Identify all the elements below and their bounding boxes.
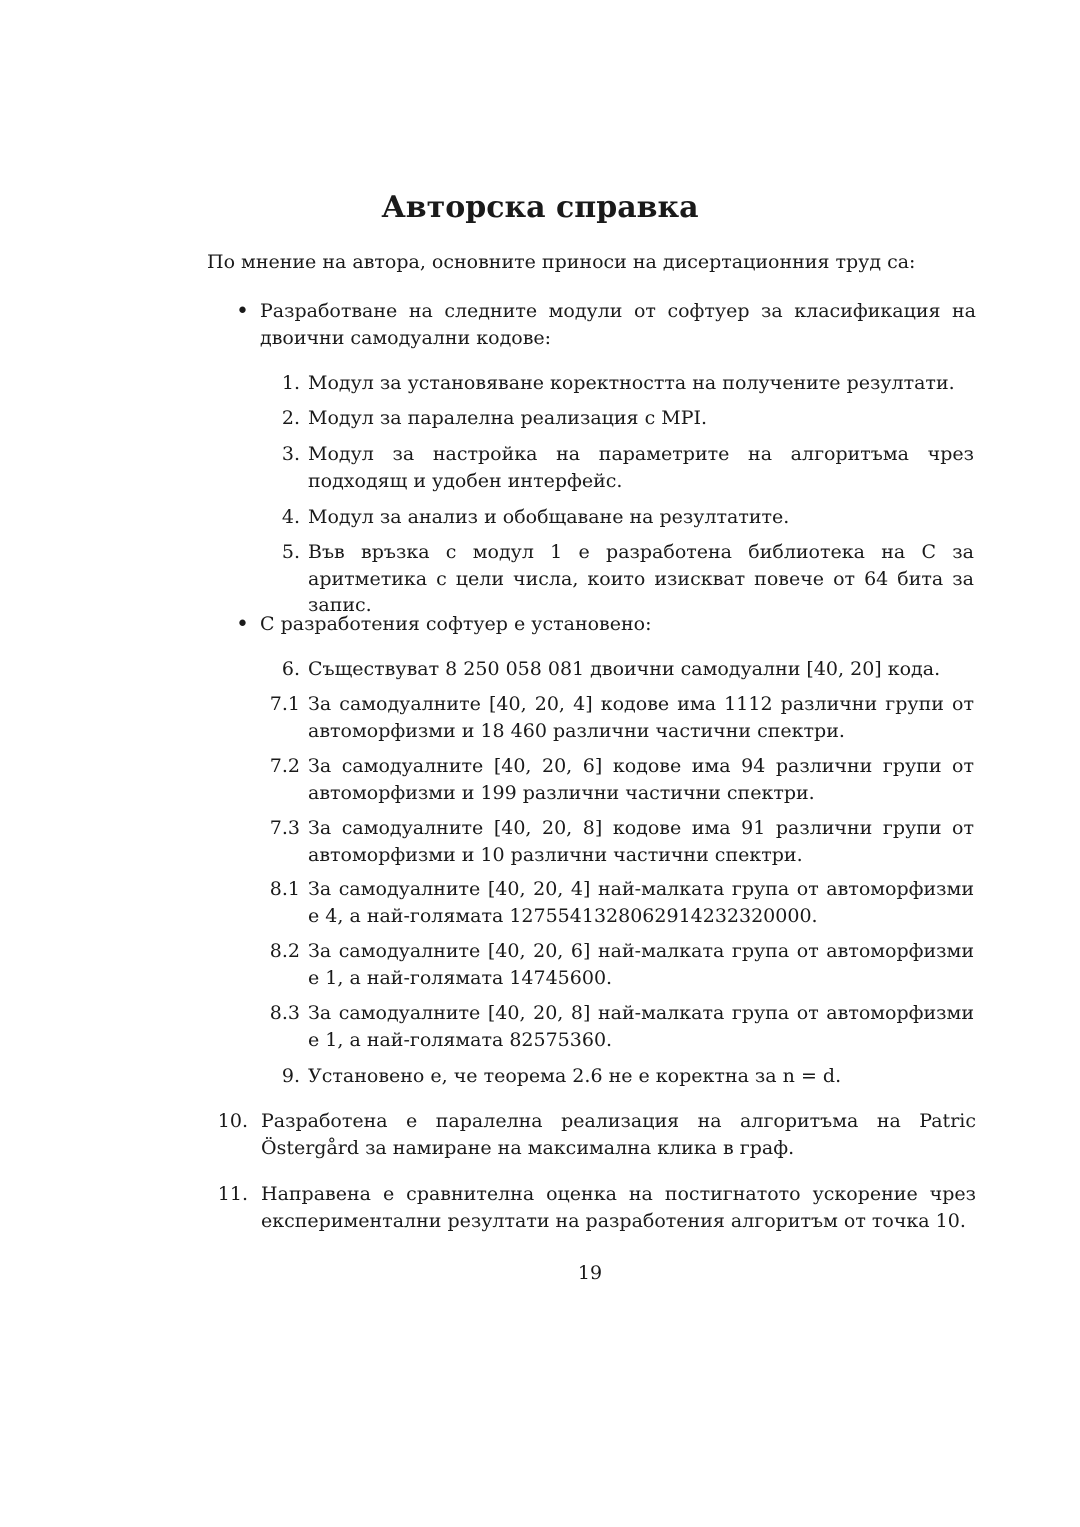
item-number: 9. xyxy=(281,1065,300,1087)
list-item xyxy=(262,938,974,991)
item-text: Модул за установяване коректността на получените резултати. xyxy=(308,372,955,394)
bullet-text: С разработения софтуер е установено: xyxy=(260,613,652,635)
list-item xyxy=(262,815,974,868)
item-text: Съществуват 8 250 058 081 двоични самодуални [40, 20] кода. xyxy=(308,658,941,680)
item-text: Направена е сравнителна оценка на постигнатото ускорение чрез експериментални резултати на разработения алгоритъм от точка 10. xyxy=(261,1183,976,1232)
list-item xyxy=(262,1000,974,1053)
item-text: За самодуалните [40, 20, 4] кодове има 1112 различни групи от автоморфизми и 18 460 различни частични спектри. xyxy=(308,693,974,742)
item-text: Модул за настройка на параметрите на алгоритъма чрез подходящ и удобен интерфейс. xyxy=(308,443,974,492)
list-item xyxy=(212,1181,976,1234)
bullet-dot-icon: • xyxy=(236,299,249,324)
list-item xyxy=(212,1108,976,1161)
item-number: 3. xyxy=(281,443,300,465)
item-text: За самодуалните [40, 20, 6] най-малката група от автоморфизми е 1, а най-голямата 14745600. xyxy=(308,940,974,989)
item-text: Модул за паралелна реализация с MPI. xyxy=(308,407,708,429)
list-item xyxy=(262,405,974,432)
list-item xyxy=(262,441,974,494)
list-item xyxy=(262,370,974,397)
item-number: 2. xyxy=(281,407,300,429)
list-item xyxy=(262,691,974,744)
intro-paragraph: По мнение на автора, основните приноси на дисертационния труд са: xyxy=(207,251,916,273)
item-text: За самодуалните [40, 20, 8] най-малката група от автоморфизми е 1, а най-голямата 82575360. xyxy=(308,1002,974,1051)
bullet-item xyxy=(236,298,976,351)
page-number: 19 xyxy=(577,1262,603,1284)
item-text: Разработена е паралелна реализация на алгоритъма на Patric Östergård за намиране на максимална клика в граф. xyxy=(261,1110,976,1159)
item-number: 7.3 xyxy=(269,817,300,839)
item-number: 4. xyxy=(281,506,300,528)
item-number: 8.1 xyxy=(269,878,300,900)
item-number: 7.2 xyxy=(269,755,300,777)
item-number: 6. xyxy=(281,658,300,680)
page-title: Авторска справка xyxy=(381,190,699,225)
list-item xyxy=(262,1063,974,1090)
item-text: За самодуалните [40, 20, 6] кодове има 94 различни групи от автоморфизми и 199 различни частични спектри. xyxy=(308,755,974,804)
bullet-text: Разработване на следните модули от софтуер за класификация на двоични самодуални кодове: xyxy=(260,300,976,349)
list-item xyxy=(262,539,974,619)
list-item xyxy=(262,504,974,531)
item-number: 5. xyxy=(281,541,300,563)
item-text: Модул за анализ и обобщаване на резултатите. xyxy=(308,506,790,528)
item-number: 1. xyxy=(281,372,300,394)
item-number: 10. xyxy=(217,1110,248,1132)
item-text: Установено е, че теорема 2.6 не е коректна за n = d. xyxy=(308,1065,842,1087)
item-number: 8.3 xyxy=(269,1002,300,1024)
list-item xyxy=(262,876,974,929)
bullet-dot-icon: • xyxy=(236,612,249,637)
item-text: За самодуалните [40, 20, 8] кодове има 91 различни групи от автоморфизми и 10 различни частични спектри. xyxy=(308,817,974,866)
item-number: 8.2 xyxy=(269,940,300,962)
item-number: 7.1 xyxy=(269,693,300,715)
list-item xyxy=(262,656,974,683)
item-text: За самодуалните [40, 20, 4] най-малката група от автоморфизми е 4, а най-голямата 1275541328062914232320000. xyxy=(308,878,974,927)
bullet-item xyxy=(236,611,976,638)
item-text: Във връзка с модул 1 е разработена библиотека на C за аритметика с цели числа, които изискват повече от 64 бита за запис. xyxy=(308,541,974,616)
list-item xyxy=(262,753,974,806)
item-number: 11. xyxy=(217,1183,248,1205)
